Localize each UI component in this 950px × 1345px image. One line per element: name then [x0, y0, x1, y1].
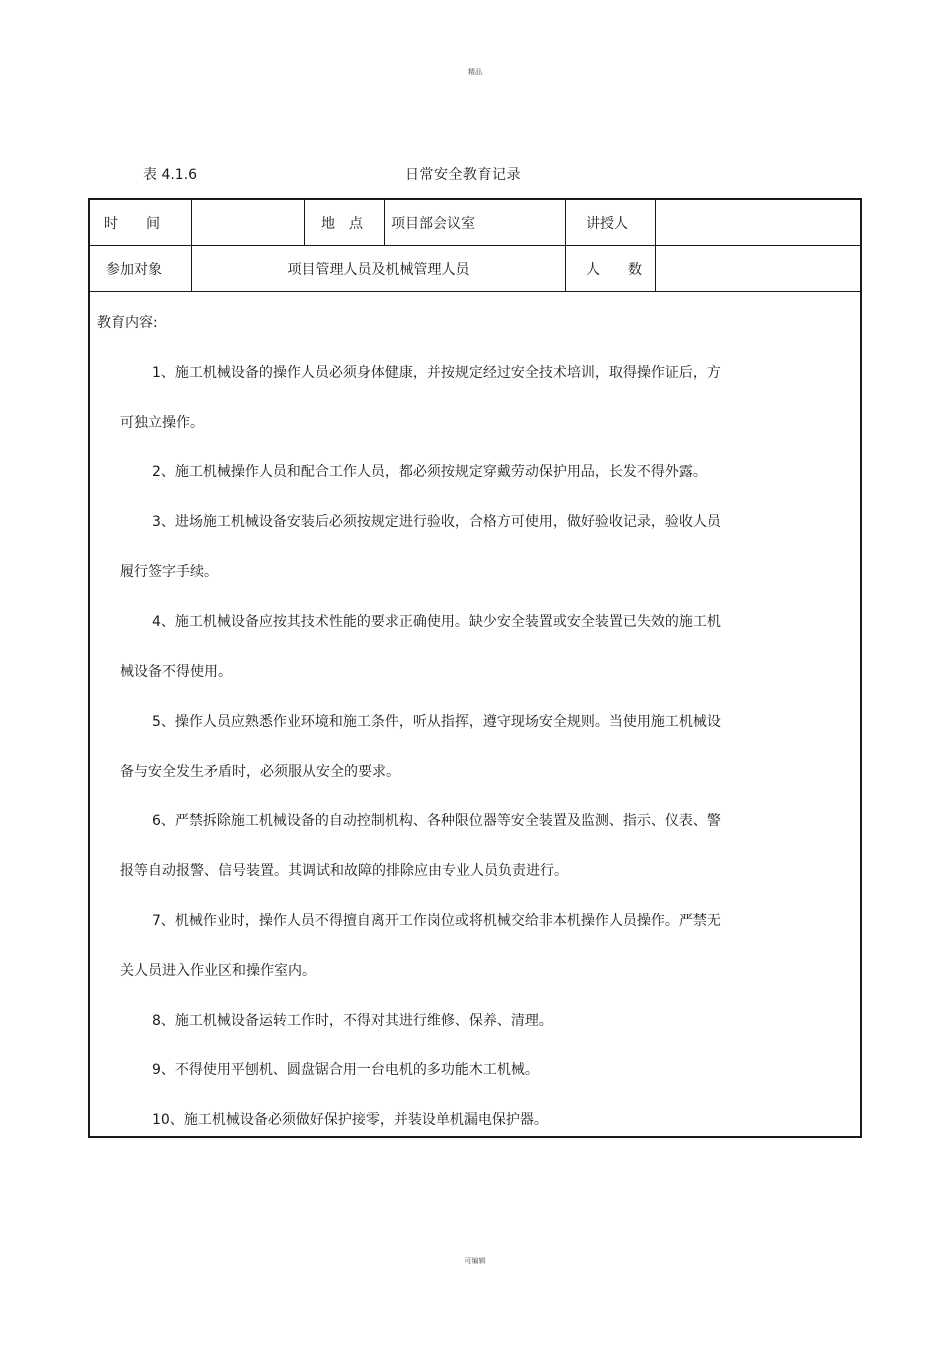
count-value[interactable] — [656, 246, 860, 291]
audience-label: 参加对象 — [106, 261, 162, 278]
content-line: 9、不得使用平刨机、圆盘锯合用一台电机的多功能木工机械。 — [152, 1062, 539, 1078]
content-line: 1、施工机械设备的操作人员必须身体健康，并按规定经过安全技术培训，取得操作证后，方 — [152, 365, 721, 381]
content-line: 关人员进入作业区和操作室内。 — [120, 963, 316, 979]
content-line: 8、施工机械设备运转工作时，不得对其进行维修、保养、清理。 — [152, 1013, 553, 1029]
content-line: 履行签字手续。 — [120, 564, 218, 580]
count-label: 人 数 — [586, 261, 642, 278]
safety-education-record-table — [88, 198, 862, 1138]
content-line: 10、施工机械设备必须做好保护接零，并装设单机漏电保护器。 — [152, 1112, 548, 1128]
content-line: 5、操作人员应熟悉作业环境和施工条件，听从指挥，遵守现场安全规则。当使用施工机械设 — [152, 714, 721, 730]
content-line: 6、严禁拆除施工机械设备的自动控制机构、各种限位器等安全装置及监测、指示、仪表、警 — [152, 813, 721, 829]
content-line: 报等自动报警、信号装置。其调试和故障的排除应由专业人员负责进行。 — [120, 863, 568, 879]
table-row-time-place — [90, 200, 860, 246]
education-content-label: 教育内容: — [97, 315, 158, 331]
content-line: 械设备不得使用。 — [120, 664, 232, 680]
content-line: 可独立操作。 — [120, 415, 204, 431]
speaker-label: 讲授人 — [586, 215, 628, 232]
content-line: 3、进场施工机械设备安装后必须按规定进行验收，合格方可使用，做好验收记录，验收人员 — [152, 514, 721, 530]
content-line: 4、施工机械设备应按其技术性能的要求正确使用。缺少安全装置或安全装置已失效的施工机 — [152, 614, 721, 630]
time-value[interactable] — [192, 200, 304, 245]
time-label: 时 间 — [104, 215, 160, 232]
table-number: 表 4.1.6 — [143, 167, 198, 183]
content-line: 7、机械作业时，操作人员不得擅自离开工作岗位或将机械交给非本机操作人员操作。严禁无 — [152, 913, 721, 929]
footer-watermark: 可编辑 — [464, 1257, 486, 1265]
header-watermark: 精品 — [468, 68, 482, 76]
place-value: 项目部会议室 — [391, 215, 475, 232]
content-line: 2、施工机械操作人员和配合工作人员，都必须按规定穿戴劳动保护用品，长发不得外露。 — [152, 464, 707, 480]
place-label: 地 点 — [321, 215, 363, 232]
document-title: 日常安全教育记录 — [405, 167, 521, 183]
audience-value: 项目管理人员及机械管理人员 — [287, 261, 470, 278]
speaker-value[interactable] — [656, 200, 860, 245]
table-row-audience — [90, 246, 860, 292]
content-line: 备与安全发生矛盾时，必须服从安全的要求。 — [120, 764, 400, 780]
